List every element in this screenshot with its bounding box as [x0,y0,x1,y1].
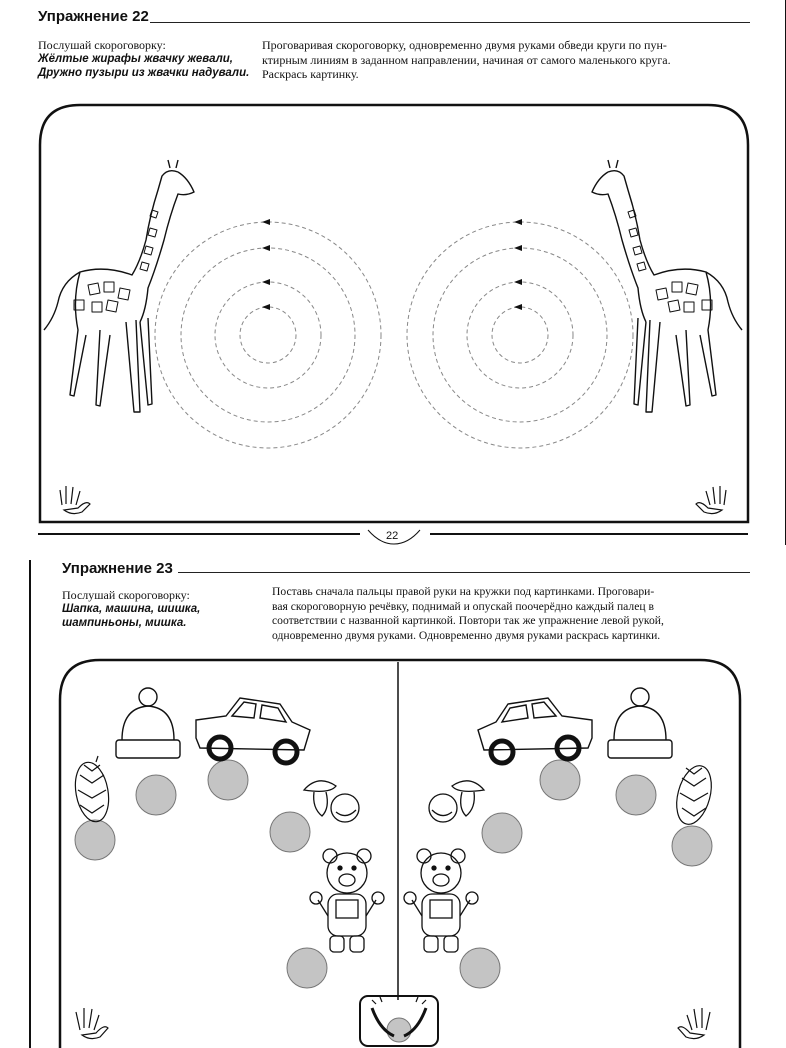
ex23-twister-line-1: Шапка, машина, шишка, [62,603,201,615]
ex23-circles-right [460,760,712,988]
car-icon [196,698,310,763]
finger-circle [672,826,712,866]
mushroom-icon [429,781,484,822]
finger-circle [136,775,176,815]
hat-icon [116,688,180,758]
hand-right-icon [678,1008,710,1039]
ex23-circles-left [75,760,327,988]
ex23-frame [60,660,740,1048]
finger-circle [208,760,248,800]
hat-icon [608,688,672,758]
finger-circle [482,813,522,853]
pinecone-icon [71,756,113,824]
teddy-bear-icon [404,849,478,952]
finger-circle [75,820,115,860]
car-icon [478,698,592,763]
ex23-instruction-line-2: вая скороговорную речёвку, поднимай и опускай поочерёдно каждый палец в [272,599,654,613]
ex23-title: Упражнение 23 [62,560,173,577]
mushroom-icon [304,781,359,822]
ex22-twister-line-1: Жёлтые жирафы жвачку жевали, [38,53,234,65]
page-number: 22 [386,530,399,542]
hands-together-icon [360,996,438,1046]
finger-circle [270,812,310,852]
finger-circle [287,948,327,988]
finger-circle [616,775,656,815]
ex22-listen-label: Послушай скороговорку: [38,38,166,52]
ex22-title: Упражнение 22 [38,8,149,25]
finger-circle [460,948,500,988]
ex23-instruction-line-1: Поставь сначала пальцы правой руки на кружки под картинками. Проговари- [272,585,655,598]
ex22-instruction-line-2: ктирным линиям в заданном направлении, начиная от самого маленького круга. [262,52,671,67]
ex22-twister-line-2: Дружно пузыри из жвачки надували. [38,67,250,79]
pinecone-icon [671,762,717,828]
finger-circle [540,760,580,800]
ex22-instruction-line-1: Проговаривая скороговорку, одновременно двумя руками обведи круги по пун- [262,38,667,52]
hand-left-icon [76,1008,108,1039]
ex23-twister-line-2: шампиньоны, мишка. [62,617,187,629]
ex23-instruction-line-3: соответствии с названной картинкой. Повтори так же упражнение левой рукой, [272,614,664,627]
ex22-instruction-line-3: Раскрась картинку. [262,67,359,81]
teddy-bear-icon [310,849,384,952]
ex23-instruction-line-4: одновременно двумя руками. Одновременно двумя руками раскрась картинки. [272,628,661,642]
ex23-listen-label: Послушай скороговорку: [62,588,190,602]
